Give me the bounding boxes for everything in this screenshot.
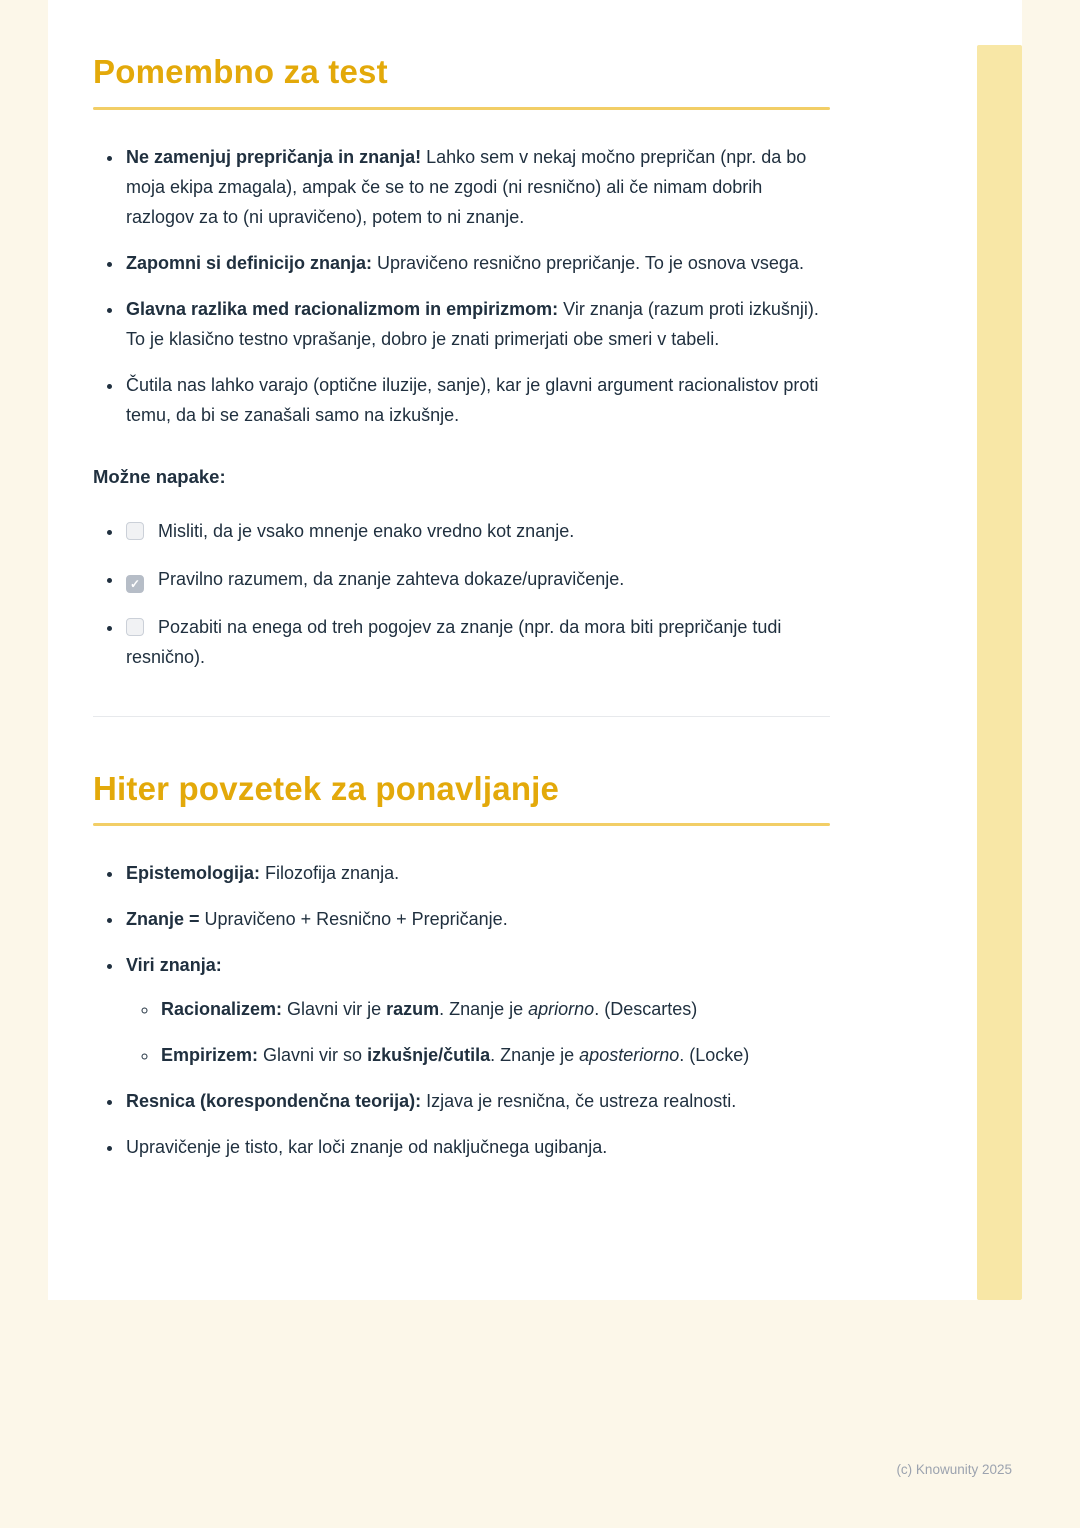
text-run: Filozofija znanja. — [260, 863, 400, 884]
text-run: Upravičeno resnično prepričanje. To je osnova vsega. — [372, 252, 804, 273]
checklist-text: Misliti, da je vsako mnenje enako vredno kot znanje. — [158, 520, 575, 541]
mistakes-checklist — [93, 516, 830, 672]
title-underline — [93, 823, 830, 826]
bold-text: Znanje = — [126, 909, 200, 930]
text-run: . (Descartes) — [594, 999, 698, 1020]
checkbox-unchecked[interactable] — [126, 522, 144, 540]
bullet-item — [124, 904, 830, 934]
content-column — [93, 0, 830, 1162]
bold-text: Epistemologija: — [126, 863, 261, 884]
bullet-item — [124, 294, 830, 354]
checklist-item — [124, 516, 830, 546]
check-icon: • ✓ — [129, 576, 141, 591]
section-title: Pomembno za test — [93, 53, 388, 90]
text-run: Vir znanja (razum proti izkušnji). To je klasično testno vprašanje, dobro je znati primerjati obe smeri v tabeli. — [126, 298, 819, 349]
section-gap — [93, 717, 830, 769]
checkbox-unchecked[interactable] — [126, 618, 144, 636]
bold-text: izkušnje/čutila — [367, 1045, 491, 1066]
bold-text: Glavna razlika med racionalizmom in empirizmom: — [126, 298, 559, 319]
bold-text: Ne zamenjuj prepričanja in znanja! — [126, 146, 422, 167]
sub-bullet-item — [159, 1040, 830, 1070]
text-run: Glavni vir je — [282, 999, 387, 1020]
section-pomembno-za-test — [93, 52, 830, 672]
text-run: . (Locke) — [679, 1045, 750, 1066]
italic-text: apriorno — [528, 999, 595, 1020]
section-title: Hiter povzetek za ponavljanje — [93, 769, 560, 807]
section-hiter-povzetek — [93, 769, 830, 1163]
footer-copyright: (c) Knowunity 2025 — [896, 1462, 1012, 1477]
summary-bullet-list — [93, 858, 830, 1162]
checklist-text: Pozabiti na enega od treh pogojev za znanje (npr. da mora biti prepričanje tudi resnično). — [126, 616, 782, 667]
text-run: . Znanje je — [439, 999, 529, 1020]
text-run: Izjava je resnična, če ustreza realnosti. — [421, 1091, 737, 1112]
bold-text: Viri znanja: — [126, 955, 222, 976]
bold-text: Empirizem: — [161, 1045, 259, 1066]
checklist-text: Pravilno razumem, da znanje zahteva dokaze/upravičenje. — [158, 568, 625, 589]
text-run: Glavni vir so — [258, 1045, 368, 1066]
bold-text: Zapomni si definicijo znanja: — [126, 252, 373, 273]
bullet-list — [93, 142, 830, 430]
italic-text: aposteriorno — [579, 1045, 680, 1066]
bold-text: Resnica (korespondenčna teorija): — [126, 1091, 422, 1112]
bullet-item — [124, 950, 830, 1070]
text-run: Lahko sem v nekaj močno prepričan (npr. da bo moja ekipa zmagala), ampak če se to ne zgodi (ni resnično) ali če nimam dobrih razlogov za to (ni upravičeno), potem to ni znanje. — [126, 146, 807, 227]
bullet-item — [124, 142, 830, 232]
text-run: . Znanje je — [490, 1045, 580, 1066]
title-underline — [93, 107, 830, 110]
checklist-item — [124, 612, 830, 672]
bullet-item — [124, 248, 830, 278]
bullet-item — [124, 370, 830, 430]
bold-text: Racionalizem: — [161, 999, 283, 1020]
bullet-item — [124, 1132, 830, 1162]
sub-bullet-list — [126, 994, 830, 1070]
bullet-item — [124, 1086, 830, 1116]
checklist-item — [124, 564, 830, 594]
subheading-mozne-napake: Možne napake: — [93, 465, 226, 487]
text-run: Upravičenje je tisto, kar loči znanje od naključnega ugibanja. — [126, 1137, 608, 1158]
text-run: Čutila nas lahko varajo (optične iluzije, sanje), kar je glavni argument racionalistov proti temu, da bi se zanašali samo na izkušnje. — [126, 374, 819, 425]
bold-text: razum — [386, 999, 440, 1020]
text-run: Upravičeno + Resnično + Prepričanje. — [199, 909, 508, 930]
accent-stripe — [977, 45, 1022, 1300]
content-card — [48, 0, 1022, 1300]
checkbox-checked[interactable] — [126, 575, 144, 593]
sub-bullet-item — [159, 994, 830, 1024]
bullet-item — [124, 858, 830, 888]
